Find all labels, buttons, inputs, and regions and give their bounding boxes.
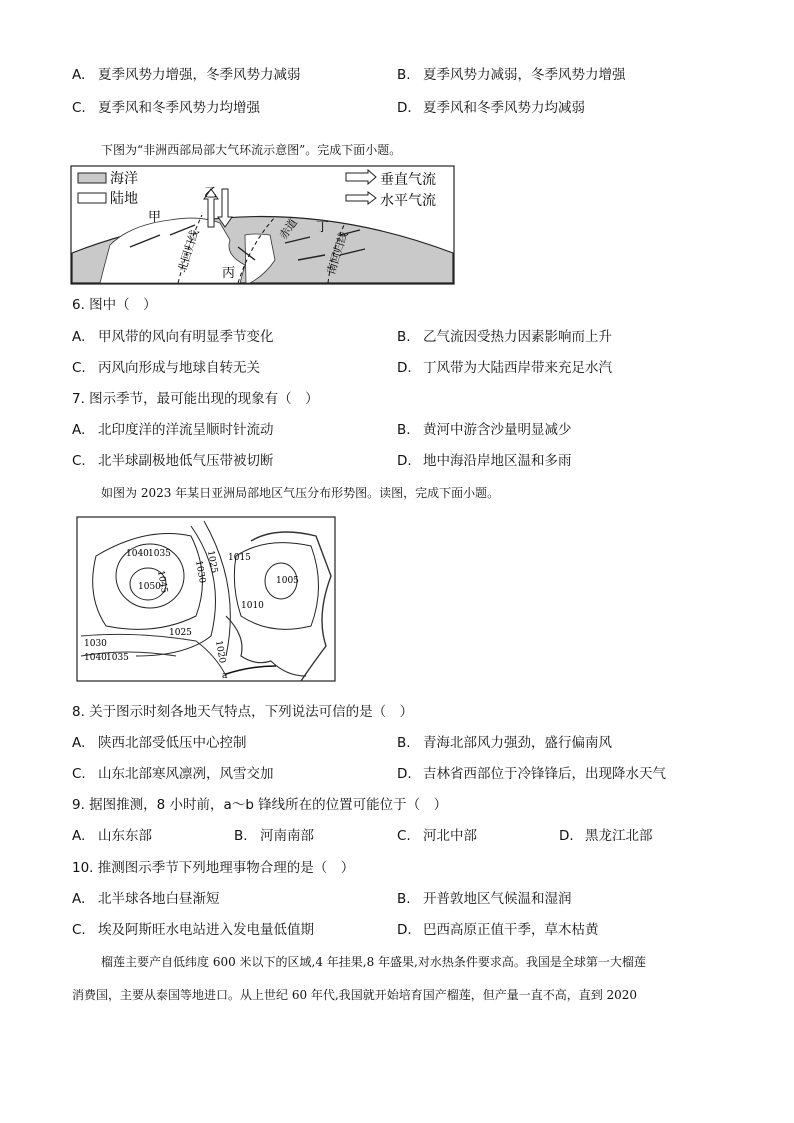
option-label: C. [397,828,411,844]
option-label: A. [72,828,86,844]
option-text: 北印度洋的洋流呈顺时针流动 [98,422,274,438]
isobar-label: 1035 [106,653,129,663]
option-text: 甲风带的风向有明显季节变化 [98,329,274,345]
isobar-label: 1005 [276,576,299,586]
q6-option-c [72,359,260,377]
isobar-label: 1030 [84,639,107,649]
label-yi: 乙 [204,186,218,201]
option-label: C. [72,766,86,782]
option-text: 地中海沿岸地区温和多雨 [423,453,572,469]
option-label: D. [397,766,412,782]
option-text: 巴西高原正值干季，草木枯黄 [423,922,599,938]
q7-option-b [397,421,572,439]
isobar-label: 1030 [193,559,207,585]
option-label: A. [72,891,86,907]
option-label: C. [72,453,86,469]
q10-stem: 10. 推测图示季节下列地理事物合理的是（ ） [72,860,355,876]
pressure-map [76,516,336,682]
option-text: 开普敦地区气候温和湿润 [423,891,572,907]
label-bing: 丙 [222,266,236,281]
option-text: 河南南部 [260,828,314,844]
isobar-label: 1025 [169,628,192,638]
option-label: C. [72,100,86,116]
option-text: 山东北部寒风凛冽，风雪交加 [98,766,274,782]
option-text: 青海北部风力强劲，盛行偏南风 [423,735,612,751]
option-text: 丙风向形成与地球自转无关 [98,360,260,376]
legend-land-label: 陆地 [110,191,138,207]
isobar-label: 1010 [241,601,264,611]
option-text: 吉林省西部位于冷锋锋后，出现降水天气 [423,766,666,782]
isobar-label: 1015 [228,553,251,563]
option-label: B. [397,67,411,83]
isobar-label: 1020 [213,639,227,665]
isobar-label: 1025 [205,549,219,575]
option-text: 山东东部 [98,828,152,844]
option-label: B. [234,828,248,844]
option-label: C. [72,922,86,938]
q8-stem: 8. 关于图示时刻各地天气特点，下列说法可信的是（ ） [72,704,414,720]
q9-option-d [559,827,653,845]
option-text: 乙气流因受热力因素影响而上升 [423,329,612,345]
option-label: D. [397,360,412,376]
circulation-diagram [70,165,455,285]
intro-figure1: 下图为“非洲西部局部大气环流示意图”。完成下面小题。 [101,143,402,157]
north-tropic-label: 北回归线 [175,228,202,274]
q10-option-b [397,890,572,908]
q9-option-c [397,827,477,845]
passage-line-1: 榴莲主要产自低纬度 600 米以下的区域,4 年挂果,8 年盛果,对水热条件要求高。我国是全球第一大榴莲 [101,955,646,969]
option-label: B. [397,329,411,345]
option-text: 陕西北部受低压中心控制 [98,735,247,751]
passage-line-2: 消费国，主要从泰国等地进口。从上世纪 60 年代,我国就开始培育国产榴莲，但产量一直不高，直到 2020 [72,988,638,1002]
option-text: 北半球各地白昼渐短 [98,891,220,907]
q9-stem: 9. 据图推测，8 小时前，a～b 锋线所在的位置可能位于（ ） [72,797,448,813]
option-label: D. [397,453,412,469]
legend-land-swatch [78,193,106,203]
south-tropic-label: 南回归线 [324,230,351,276]
isobar-label: 1035 [148,549,171,559]
option-label: A. [72,67,86,83]
q9-option-b [234,827,314,845]
q5-option-d [397,99,585,117]
legend-ocean-swatch [78,173,106,183]
option-text: 夏季风势力增强，冬季风势力减弱 [98,67,301,83]
q6-stem: 6. 图中（ ） [72,297,157,313]
option-text: 黄河中游含沙量明显减少 [423,422,572,438]
option-text: 丁风带为大陆西岸带来充足水汽 [423,360,612,376]
option-text: 黑龙江北部 [585,828,653,844]
option-text: 河北中部 [423,828,477,844]
q7-option-d [397,452,572,470]
option-label: A. [72,422,86,438]
label-jia: 甲 [148,210,162,225]
q7-option-a [72,421,274,439]
option-text: 北半球副极地低气压带被切断 [98,453,274,469]
q6-option-b [397,328,612,346]
q8-option-c [72,765,274,783]
front-label: a [222,671,228,681]
option-label: D. [397,922,412,938]
label-ding: 丁 [316,220,330,235]
option-label: B. [397,422,411,438]
legend-horizontal-label: 水平气流 [380,193,436,209]
option-label: A. [72,735,86,751]
q10-option-a [72,890,220,908]
legend-ocean-label: 海洋 [110,171,138,187]
q5-option-b [397,66,626,84]
q9-option-a [72,827,152,845]
q5-option-c [72,99,260,117]
isobar-label: 1050 [138,582,161,592]
q8-option-b [397,734,612,752]
legend-vertical-label: 垂直气流 [380,172,436,188]
q10-option-d [397,921,599,939]
isobar-label: 1040 [126,549,149,559]
q6-option-a [72,328,274,346]
equator-label: 赤道 [276,216,301,242]
option-text: 夏季风和冬季风势力均增强 [98,100,260,116]
q7-stem: 7. 图示季节，最可能出现的现象有（ ） [72,391,319,407]
intro-figure2: 如图为 2023 年某日亚洲局部地区气压分布形势图。读图，完成下面小题。 [101,486,500,500]
option-label: B. [397,891,411,907]
q7-option-c [72,452,274,470]
q8-option-d [397,765,666,783]
option-text: 夏季风势力减弱，冬季风势力增强 [423,67,626,83]
isobar-label: 1040 [84,653,107,663]
q8-option-a [72,734,247,752]
isobar-label: 1045 [155,569,169,595]
option-label: C. [72,360,86,376]
option-label: A. [72,329,86,345]
option-label: B. [397,735,411,751]
option-label: D. [397,100,412,116]
option-text: 夏季风和冬季风势力均减弱 [423,100,585,116]
q6-option-d [397,359,612,377]
q10-option-c [72,921,314,939]
option-label: D. [559,828,574,844]
q5-option-a [72,66,301,84]
option-text: 埃及阿斯旺水电站进入发电量低值期 [98,922,314,938]
